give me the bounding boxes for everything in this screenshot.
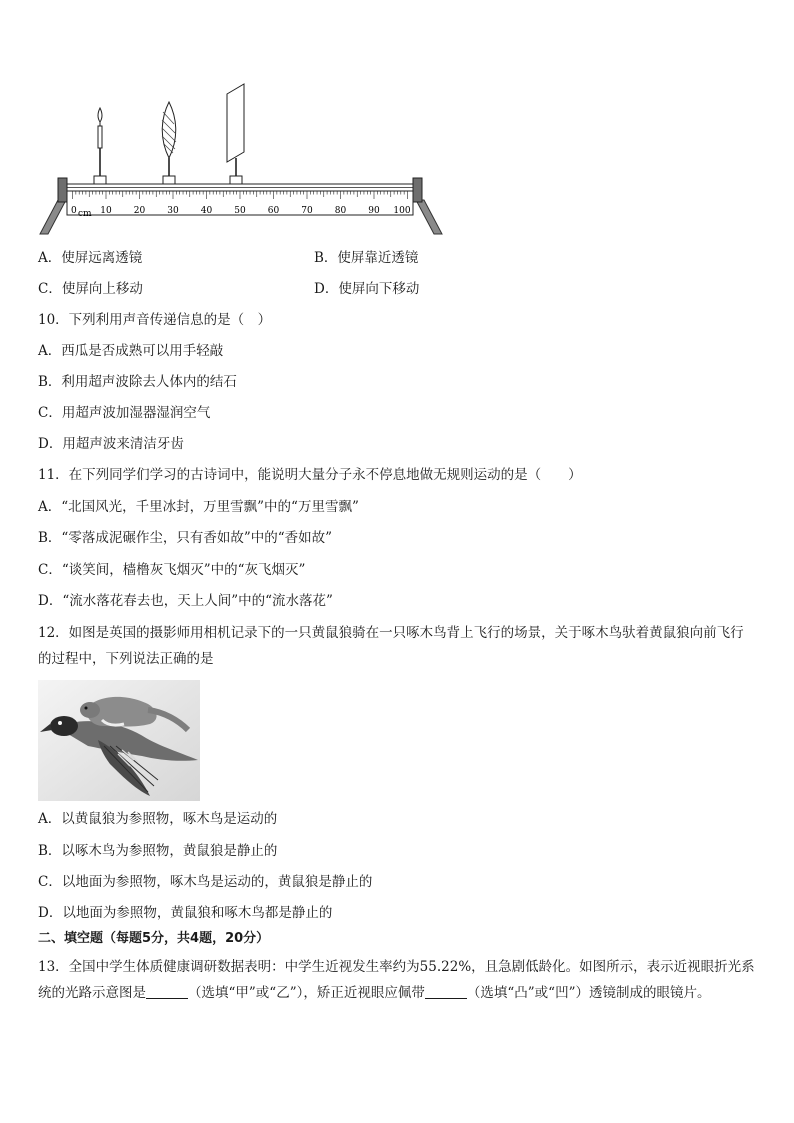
scale-label: 50	[234, 206, 246, 216]
q9-option-c: C．使屏向上移动	[38, 281, 143, 297]
q12-stem: 12．如图是英国的摄影师用相机记录下的一只黄鼠狼骑在一只啄木鸟背上飞行的场景，关于啄木鸟驮着黄鼠狼向前飞行的过程中，下列说法正确的是	[38, 625, 744, 667]
q13-blank-2[interactable]	[425, 984, 467, 999]
woodpecker-weasel-photo	[38, 680, 200, 801]
q10-option-c: C．用超声波加湿器湿润空气	[38, 405, 211, 421]
scale-label: 30	[167, 206, 179, 216]
q13-blank-1[interactable]	[146, 984, 188, 999]
bench-left-leg	[40, 200, 66, 234]
scale-label: 20	[133, 206, 146, 216]
scale-label: 100	[393, 206, 411, 216]
candle	[94, 108, 106, 184]
q9-option-a: A．使屏远离透镜	[38, 250, 143, 266]
scale-label: 60	[267, 206, 280, 216]
q10-option-b: B．利用超声波除去人体内的结石	[38, 374, 237, 390]
q13-text-part2: （选填“甲”或“乙”），矫正近视眼应佩带	[188, 985, 425, 1001]
light-screen	[227, 84, 244, 184]
scale-label: 10	[100, 206, 112, 216]
scale-label: 80	[334, 206, 347, 216]
q11-option-d: D．“流水落花春去也，天上人间”中的“流水落花”	[38, 593, 333, 609]
q12-option-b: B．以啄木鸟为参照物，黄鼠狼是静止的	[38, 843, 278, 859]
q12-option-d: D．以地面为参照物，黄鼠狼和啄木鸟都是静止的	[38, 905, 333, 921]
bench-left-block	[58, 178, 67, 202]
optical-bench-figure	[36, 80, 446, 240]
q12-option-a: A．以黄鼠狼为参照物，啄木鸟是运动的	[38, 811, 278, 827]
scale-unit: cm	[78, 209, 92, 219]
q9-option-b: B．使屏靠近透镜	[314, 250, 419, 266]
q13-stem	[38, 954, 756, 1006]
bench-right-leg	[416, 200, 442, 234]
scale-label: 40	[200, 206, 213, 216]
q13-text-part1: 13．全国中学生体质健康调研数据表明：中学生近视发生率约为55.22%，且急剧低龄化。如图所示，表示近视眼折光系统的光路示意图是	[38, 959, 755, 1001]
q11-option-b: B．“零落成泥碾作尘，只有香如故”中的“香如故”	[38, 530, 333, 546]
convex-lens	[162, 102, 176, 184]
q11-stem: 11．在下列同学们学习的古诗词中，能说明大量分子永不停息地做无规则运动的是（ ）	[38, 467, 582, 483]
bench-right-block	[413, 178, 422, 202]
q11-option-a: A．“北国风光，千里冰封，万里雪飘”中的“万里雪飘”	[38, 499, 359, 515]
scale-label: 90	[368, 206, 380, 216]
q10-option-d: D．用超声波来清洁牙齿	[38, 436, 184, 452]
q9-option-d: D．使屏向下移动	[314, 281, 420, 297]
q10-stem: 10．下列利用声音传递信息的是（ ）	[38, 312, 272, 328]
q13-text-part3: （选填“凸”或“凹”）透镜制成的眼镜片。	[466, 985, 711, 1001]
scale-label: 70	[301, 206, 313, 216]
q12-option-c: C．以地面为参照物，啄木鸟是运动的，黄鼠狼是静止的	[38, 874, 373, 890]
q10-option-a: A．西瓜是否成熟可以用手轻敲	[38, 343, 224, 359]
section-heading-fill-in: 二、填空题（每题5分，共4题，20分）	[38, 931, 270, 946]
q11-option-c: C．“谈笑间，樯橹灰飞烟灭”中的“灰飞烟灭”	[38, 562, 306, 578]
scale-label: 0	[71, 206, 77, 216]
